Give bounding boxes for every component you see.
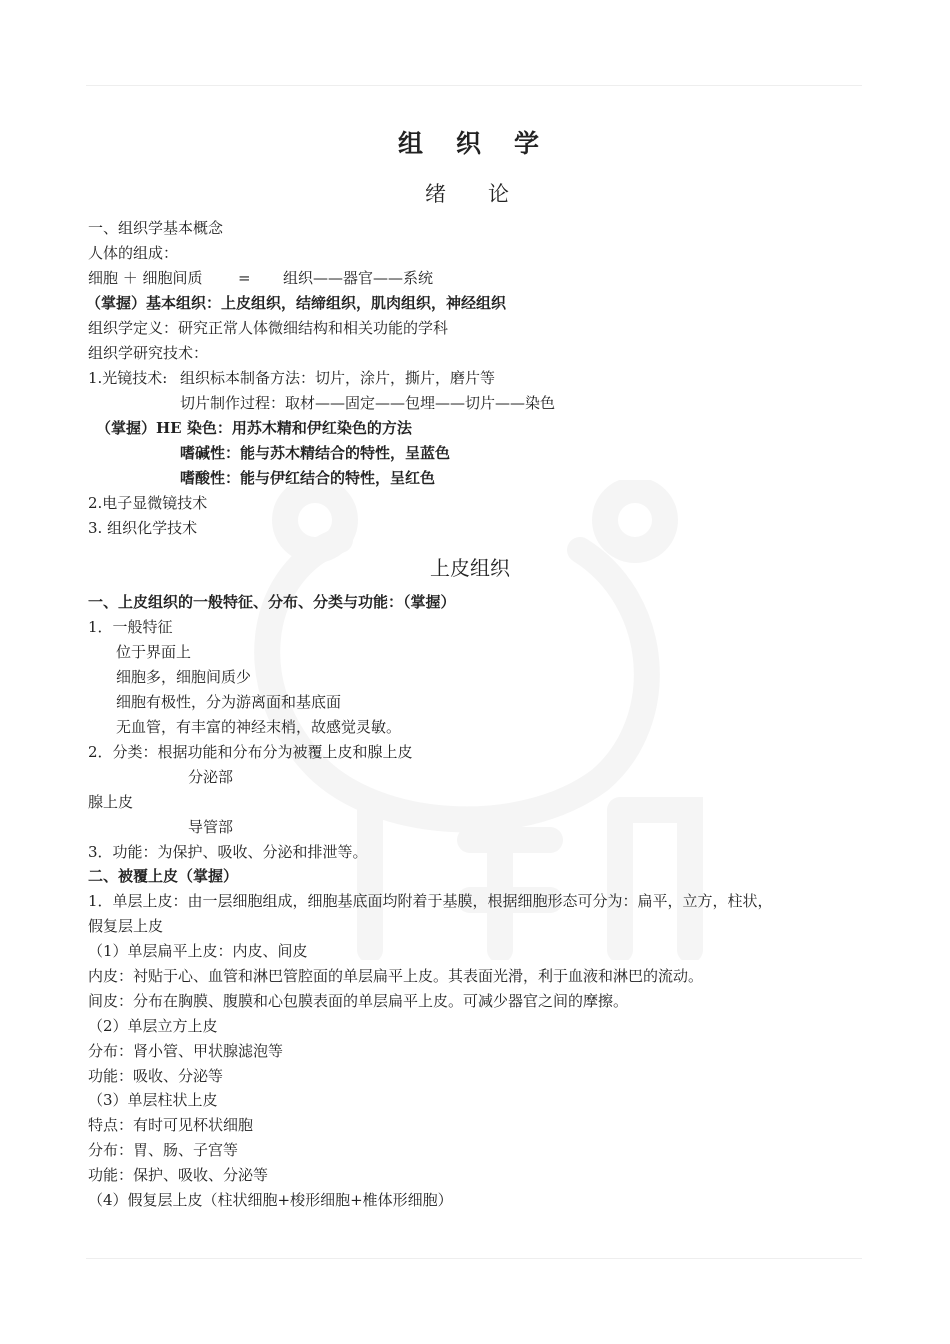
epi-line: （1）单层扁平上皮：内皮、间皮 xyxy=(88,942,308,960)
intro-line: 组织学定义：研究正常人体微细结构和相关功能的学科 xyxy=(88,319,449,337)
bottom-rule xyxy=(86,1258,862,1259)
epi-line: 分布：肾小管、甲状腺滤泡等 xyxy=(88,1042,284,1060)
intro-line: 组织标本制备方法：切片，涂片，撕片，磨片等 xyxy=(180,369,496,387)
epi-line: 特点：有时可见杯状细胞 xyxy=(88,1116,254,1134)
epi-line: 功能：吸收、分泌等 xyxy=(88,1067,224,1085)
intro-line: 组织学研究技术： xyxy=(88,344,209,362)
top-rule xyxy=(86,85,862,86)
epi-line: 内皮：衬贴于心、血管和淋巴管腔面的单层扁平上皮。其表面光滑，利于血液和淋巴的流动。 xyxy=(88,967,704,985)
intro-heading: 一、组织学基本概念 xyxy=(88,219,224,237)
intro-line: 细胞 ＋ 细胞间质 xyxy=(88,269,203,287)
intro-line: 3. 组织化学技术 xyxy=(88,519,198,537)
epi-line: 位于界面上 xyxy=(116,643,192,661)
epi-line: 1．单层上皮：由一层细胞组成，细胞基底面均附着于基膜，根据细胞形态可分为：扁平，立方，柱状， xyxy=(88,892,773,910)
intro-key-line: 嗜碱性：能与苏木精结合的特性，呈蓝色 xyxy=(180,444,451,462)
intro-line: 人体的组成： xyxy=(88,244,179,262)
intro-equals: = xyxy=(238,269,251,287)
epi-line: 无血管，有丰富的神经末梢，故感觉灵敏。 xyxy=(116,718,402,736)
intro-key-line: （掌握）HE 染色：用苏木精和伊红染色的方法 xyxy=(96,419,412,437)
epi-line: 假复层上皮 xyxy=(88,917,164,935)
epi-line: 1．一般特征 xyxy=(88,618,173,636)
intro-key-line: 嗜酸性：能与伊红结合的特性，呈红色 xyxy=(180,469,436,487)
intro-line: 2.电子显微镜技术 xyxy=(88,494,208,512)
epi-line: 间皮：分布在胸膜、腹膜和心包膜表面的单层扁平上皮。可减少器官之间的摩擦。 xyxy=(88,992,629,1010)
epi-line: 细胞有极性，分为游离面和基底面 xyxy=(116,693,342,711)
epi-line: 导管部 xyxy=(188,818,234,836)
epi-line: 腺上皮 xyxy=(88,793,134,811)
intro-key-line: （掌握）基本组织：上皮组织，结缔组织，肌肉组织，神经组织 xyxy=(86,294,507,312)
page-title: 组 织 学 xyxy=(398,129,544,158)
section-heading: 一、上皮组织的一般特征、分布、分类与功能：（掌握） xyxy=(88,593,456,611)
epi-line: 功能：保护、吸收、分泌等 xyxy=(88,1166,269,1184)
section-heading: 二、被覆上皮（掌握） xyxy=(88,867,239,885)
intro-line: 切片制作过程：取材——固定——包埋——切片——染色 xyxy=(180,394,556,412)
section-title: 上皮组织 xyxy=(430,556,510,580)
intro-line: 组织——器官——系统 xyxy=(283,269,434,287)
epi-line: 分泌部 xyxy=(188,768,234,786)
epi-line: （2）单层立方上皮 xyxy=(88,1017,218,1035)
epi-line: 分布：胃、肠、子宫等 xyxy=(88,1141,239,1159)
intro-line: 1.光镜技术: xyxy=(88,369,168,387)
epi-line: （3）单层柱状上皮 xyxy=(88,1091,218,1109)
epi-line: （4）假复层上皮（柱状细胞+梭形细胞+椎体形细胞） xyxy=(88,1191,453,1209)
page-subtitle: 绪 论 xyxy=(425,182,509,206)
epi-line: 3．功能：为保护、吸收、分泌和排泄等。 xyxy=(88,843,368,861)
epi-line: 细胞多，细胞间质少 xyxy=(116,668,252,686)
epi-line: 2．分类：根据功能和分布分为被覆上皮和腺上皮 xyxy=(88,743,413,761)
